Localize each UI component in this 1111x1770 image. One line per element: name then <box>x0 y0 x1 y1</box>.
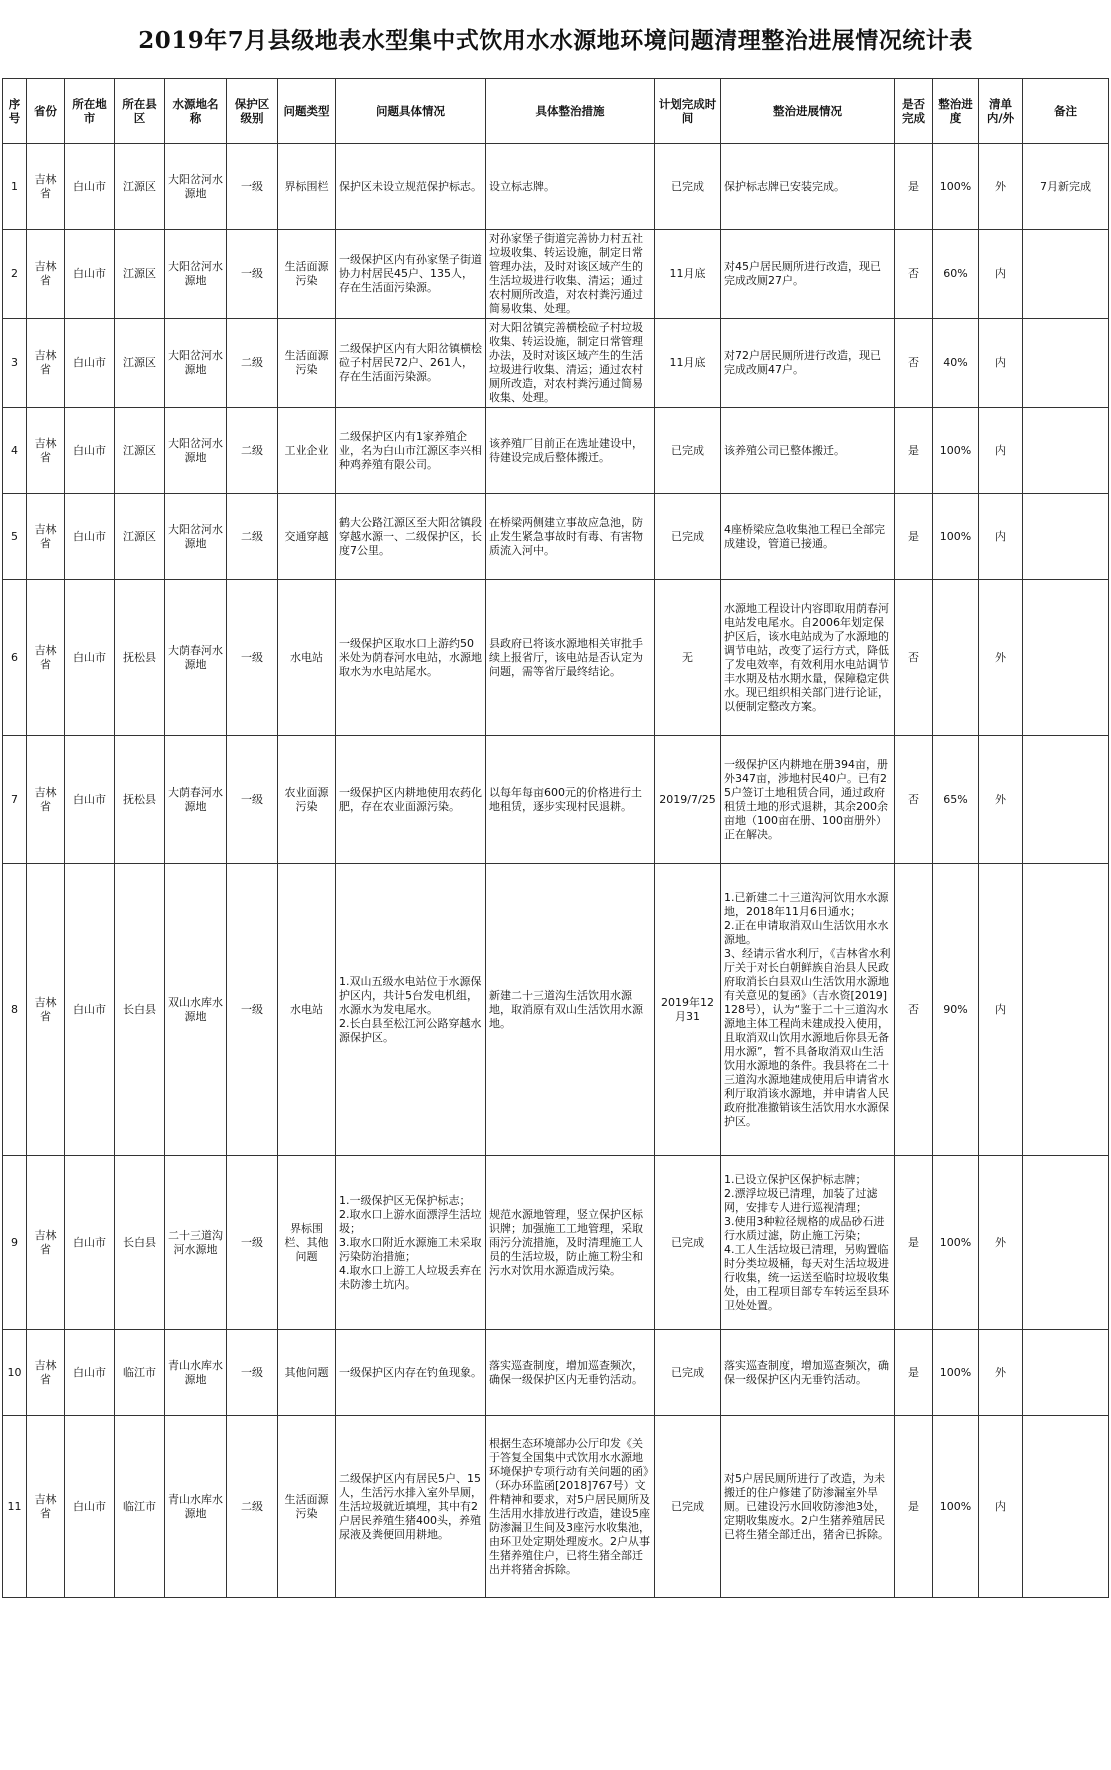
cell-rate: 100% <box>933 408 979 494</box>
table-row <box>3 864 1109 1156</box>
cell-detail: 鹤大公路江源区至大阳岔镇段穿越水源一、二级保护区，长度7公里。 <box>336 494 486 580</box>
cell-province: 吉林省 <box>27 1156 65 1330</box>
cell-detail: 一级保护区内存在钓鱼现象。 <box>336 1330 486 1416</box>
cell-province: 吉林省 <box>27 494 65 580</box>
cell-detail: 1.一级保护区无保护标志； 2.取水口上游水面漂浮生活垃圾； 3.取水口附近水源施工未采取污染防治措施； 4.取水口上游工人垃圾丢弃在未防渗土坑内。 <box>336 1156 486 1330</box>
cell-list: 内 <box>979 319 1023 408</box>
cell-province: 吉林省 <box>27 580 65 736</box>
cell-note: 7月新完成 <box>1023 144 1109 230</box>
header-detail: 问题具体情况 <box>336 79 486 144</box>
cell-level: 一级 <box>227 1156 278 1330</box>
header-done: 是否完成 <box>895 79 933 144</box>
cell-progress: 对5户居民厕所进行了改造，为未搬迁的住户修建了防渗漏室外旱厕。已建设污水回收防渗池3处，定期收集废水。2户生猪养殖居民已将生猪全部迁出，猪舍已拆除。 <box>721 1416 895 1598</box>
cell-province: 吉林省 <box>27 864 65 1156</box>
cell-done: 是 <box>895 408 933 494</box>
cell-level: 一级 <box>227 144 278 230</box>
cell-done: 是 <box>895 1330 933 1416</box>
cell-plan: 2019/7/25 <box>655 736 721 864</box>
cell-detail: 二级保护区内有大阳岔镇横桧砬子村居民72户、261人，存在生活面污染源。 <box>336 319 486 408</box>
cell-seq: 2 <box>3 230 27 319</box>
cell-city: 白山市 <box>65 864 115 1156</box>
cell-level: 二级 <box>227 408 278 494</box>
cell-list: 外 <box>979 736 1023 864</box>
cell-measure: 县政府已将该水源地相关审批手续上报省厅，该电站是否认定为问题，需等省厅最终结论。 <box>486 580 655 736</box>
cell-measure: 以每年每亩600元的价格进行土地租赁，逐步实现村民退耕。 <box>486 736 655 864</box>
cell-province: 吉林省 <box>27 736 65 864</box>
cell-note <box>1023 1330 1109 1416</box>
cell-plan: 11月底 <box>655 319 721 408</box>
cell-type: 水电站 <box>278 580 336 736</box>
cell-source: 青山水库水源地 <box>165 1416 227 1598</box>
header-county: 所在县区 <box>115 79 165 144</box>
cell-rate: 65% <box>933 736 979 864</box>
cell-county: 长白县 <box>115 1156 165 1330</box>
table-row <box>3 494 1109 580</box>
cell-source: 青山水库水源地 <box>165 1330 227 1416</box>
cell-city: 白山市 <box>65 1416 115 1598</box>
cell-level: 二级 <box>227 319 278 408</box>
cell-list: 内 <box>979 864 1023 1156</box>
header-measure: 具体整治措施 <box>486 79 655 144</box>
cell-province: 吉林省 <box>27 1416 65 1598</box>
cell-city: 白山市 <box>65 1156 115 1330</box>
cell-county: 抚松县 <box>115 580 165 736</box>
cell-seq: 1 <box>3 144 27 230</box>
cell-city: 白山市 <box>65 494 115 580</box>
table-row <box>3 230 1109 319</box>
cell-rate: 100% <box>933 1156 979 1330</box>
cell-done: 否 <box>895 736 933 864</box>
cell-rate: 100% <box>933 144 979 230</box>
cell-note <box>1023 408 1109 494</box>
cell-progress: 对72户居民厕所进行改造，现已完成改厕47户。 <box>721 319 895 408</box>
cell-progress: 落实巡查制度，增加巡查频次，确保一级保护区内无垂钓活动。 <box>721 1330 895 1416</box>
cell-detail: 保护区未设立规范保护标志。 <box>336 144 486 230</box>
table-row <box>3 580 1109 736</box>
cell-source: 大阳岔河水源地 <box>165 144 227 230</box>
cell-detail: 二级保护区内有1家养殖企业，名为白山市江源区李兴相种鸡养殖有限公司。 <box>336 408 486 494</box>
cell-city: 白山市 <box>65 408 115 494</box>
cell-done: 否 <box>895 580 933 736</box>
cell-type: 界标围栏、其他问题 <box>278 1156 336 1330</box>
cell-plan: 已完成 <box>655 1416 721 1598</box>
cell-source: 二十三道沟河水源地 <box>165 1156 227 1330</box>
cell-list: 内 <box>979 408 1023 494</box>
cell-plan: 2019年12月31 <box>655 864 721 1156</box>
cell-province: 吉林省 <box>27 319 65 408</box>
cell-plan: 无 <box>655 580 721 736</box>
cell-progress: 1.已设立保护区保护标志牌； 2.漂浮垃圾已清理，加装了过滤网，安排专人进行巡视清理； 3.使用3种粒径规格的成品砂石进行水质过滤，防止施工污染； 4.工人生活垃圾已清理，另购置临时分类垃圾桶，每天对生活垃圾进行收集，统一运送至临时垃圾收集处，由工程项目部专车转运至县环卫处处置。 <box>721 1156 895 1330</box>
cell-detail: 1.双山五级水电站位于水源保护区内，共计5台发电机组，水源水为发电尾水。 2.长白县至松江河公路穿越水源保护区。 <box>336 864 486 1156</box>
cell-measure: 根据生态环境部办公厅印发《关于答复全国集中式饮用水水源地环境保护专项行动有关问题的函》（环办环监函[2018]767号）文件精神和要求，对5户居民厕所及生活用水排放进行改造，建设5座防渗漏卫生间及3座污水收集池，由环卫处定期处理废水。2户从事生猪养殖住户，已将生猪全部迁出并将猪舍拆除。 <box>486 1416 655 1598</box>
cell-done: 是 <box>895 1156 933 1330</box>
cell-detail: 二级保护区内有居民5户、15人，生活污水排入室外旱厕，生活垃圾就近填埋，其中有2户居民养殖生猪400头，养殖尿液及粪便回用耕地。 <box>336 1416 486 1598</box>
cell-measure: 对大阳岔镇完善横桧砬子村垃圾收集、转运设施，制定日常管理办法，及时对该区域产生的生活垃圾进行收集、清运；通过农村厕所改造，对农村粪污通过简易收集、处理。 <box>486 319 655 408</box>
cell-seq: 10 <box>3 1330 27 1416</box>
cell-note <box>1023 736 1109 864</box>
cell-source: 大荫春河水源地 <box>165 736 227 864</box>
cell-type: 生活面源污染 <box>278 1416 336 1598</box>
cell-list: 外 <box>979 580 1023 736</box>
cell-list: 外 <box>979 1330 1023 1416</box>
cell-type: 农业面源污染 <box>278 736 336 864</box>
table-row <box>3 1416 1109 1598</box>
header-source: 水源地名称 <box>165 79 227 144</box>
cell-level: 二级 <box>227 494 278 580</box>
cell-type: 水电站 <box>278 864 336 1156</box>
cell-county: 长白县 <box>115 864 165 1156</box>
table-row <box>3 144 1109 230</box>
cell-progress: 4座桥梁应急收集池工程已全部完成建设，管道已接通。 <box>721 494 895 580</box>
cell-rate: 90% <box>933 864 979 1156</box>
cell-done: 是 <box>895 1416 933 1598</box>
header-plan: 计划完成时间 <box>655 79 721 144</box>
table-row <box>3 736 1109 864</box>
cell-measure: 在桥梁两侧建立事故应急池，防止发生紧急事故时有毒、有害物质流入河中。 <box>486 494 655 580</box>
cell-rate: 100% <box>933 1330 979 1416</box>
cell-rate: 100% <box>933 494 979 580</box>
cell-rate <box>933 580 979 736</box>
cell-note <box>1023 494 1109 580</box>
table-row <box>3 1156 1109 1330</box>
cell-done: 是 <box>895 144 933 230</box>
table-row <box>3 408 1109 494</box>
cell-city: 白山市 <box>65 1330 115 1416</box>
table-row <box>3 1330 1109 1416</box>
cell-level: 一级 <box>227 736 278 864</box>
cell-done: 是 <box>895 494 933 580</box>
cell-progress: 保护标志牌已安装完成。 <box>721 144 895 230</box>
header-city: 所在地市 <box>65 79 115 144</box>
cell-seq: 8 <box>3 864 27 1156</box>
cell-county: 临江市 <box>115 1330 165 1416</box>
cell-type: 生活面源污染 <box>278 319 336 408</box>
header-note: 备注 <box>1023 79 1109 144</box>
cell-province: 吉林省 <box>27 144 65 230</box>
cell-done: 否 <box>895 230 933 319</box>
header-list: 清单内/外 <box>979 79 1023 144</box>
cell-seq: 11 <box>3 1416 27 1598</box>
cell-source: 双山水库水源地 <box>165 864 227 1156</box>
table-body <box>3 144 1109 1598</box>
cell-list: 外 <box>979 1156 1023 1330</box>
cell-level: 一级 <box>227 580 278 736</box>
cell-type: 其他问题 <box>278 1330 336 1416</box>
cell-plan: 11月底 <box>655 230 721 319</box>
cell-seq: 5 <box>3 494 27 580</box>
cell-city: 白山市 <box>65 736 115 864</box>
cell-note <box>1023 1156 1109 1330</box>
cell-county: 江源区 <box>115 494 165 580</box>
cell-progress: 该养殖公司已整体搬迁。 <box>721 408 895 494</box>
cell-source: 大阳岔河水源地 <box>165 319 227 408</box>
cell-plan: 已完成 <box>655 1156 721 1330</box>
cell-progress: 一级保护区内耕地在册394亩，册外347亩，涉地村民40户。已有25户签订土地租赁合同，通过政府租赁土地的形式退耕，其余200余亩地（100亩在册、100亩册外）正在解决。 <box>721 736 895 864</box>
header-level: 保护区级别 <box>227 79 278 144</box>
cell-progress: 水源地工程设计内容即取用荫春河电站发电尾水。自2006年划定保护区后，该水电站成为了水源地的调节电站，改变了运行方式，降低了发电效率，有效利用水电站调节丰水期及枯水期水量，保障稳定供水。现已组织相关部门进行论证，以便制定整改方案。 <box>721 580 895 736</box>
cell-type: 交通穿越 <box>278 494 336 580</box>
cell-measure: 该养殖厂目前正在选址建设中，待建设完成后整体搬迁。 <box>486 408 655 494</box>
cell-province: 吉林省 <box>27 230 65 319</box>
cell-city: 白山市 <box>65 144 115 230</box>
cell-detail: 一级保护区内耕地使用农药化肥，存在农业面源污染。 <box>336 736 486 864</box>
cell-detail: 一级保护区内有孙家堡子街道协力村居民45户、135人，存在生活面污染源。 <box>336 230 486 319</box>
cell-county: 抚松县 <box>115 736 165 864</box>
cell-province: 吉林省 <box>27 408 65 494</box>
header-row <box>3 79 1109 144</box>
statistics-table <box>2 78 1109 1598</box>
cell-done: 否 <box>895 319 933 408</box>
cell-type: 界标围栏 <box>278 144 336 230</box>
cell-county: 江源区 <box>115 319 165 408</box>
cell-city: 白山市 <box>65 580 115 736</box>
cell-list: 内 <box>979 494 1023 580</box>
cell-seq: 4 <box>3 408 27 494</box>
cell-note <box>1023 230 1109 319</box>
cell-done: 否 <box>895 864 933 1156</box>
cell-plan: 已完成 <box>655 408 721 494</box>
cell-source: 大阳岔河水源地 <box>165 230 227 319</box>
header-rate: 整治进度 <box>933 79 979 144</box>
cell-level: 一级 <box>227 864 278 1156</box>
cell-plan: 已完成 <box>655 144 721 230</box>
cell-type: 工业企业 <box>278 408 336 494</box>
cell-plan: 已完成 <box>655 1330 721 1416</box>
cell-rate: 60% <box>933 230 979 319</box>
page-title: 2019年7月县级地表水型集中式饮用水水源地环境问题清理整治进展情况统计表 <box>138 27 973 54</box>
cell-note <box>1023 580 1109 736</box>
cell-measure: 设立标志牌。 <box>486 144 655 230</box>
cell-level: 二级 <box>227 1416 278 1598</box>
cell-county: 江源区 <box>115 144 165 230</box>
cell-measure: 对孙家堡子街道完善协力村五社垃圾收集、转运设施，制定日常管理办法，及时对该区域产生的生活垃圾进行收集、清运；通过农村厕所改造，对农村粪污通过简易收集、处理。 <box>486 230 655 319</box>
cell-list: 内 <box>979 230 1023 319</box>
cell-measure: 落实巡查制度，增加巡查频次，确保一级保护区内无垂钓活动。 <box>486 1330 655 1416</box>
cell-seq: 7 <box>3 736 27 864</box>
cell-city: 白山市 <box>65 230 115 319</box>
cell-level: 一级 <box>227 1330 278 1416</box>
cell-list: 内 <box>979 1416 1023 1598</box>
cell-county: 临江市 <box>115 1416 165 1598</box>
cell-note <box>1023 319 1109 408</box>
cell-seq: 3 <box>3 319 27 408</box>
cell-note <box>1023 864 1109 1156</box>
cell-county: 江源区 <box>115 230 165 319</box>
cell-detail: 一级保护区取水口上游约50米处为荫春河水电站，水源地取水为水电站尾水。 <box>336 580 486 736</box>
table-row <box>3 319 1109 408</box>
cell-note <box>1023 1416 1109 1598</box>
header-seq: 序号 <box>3 79 27 144</box>
cell-progress: 1.已新建二十三道沟河饮用水水源地，2018年11月6日通水； 2.正在申请取消双山生活饮用水水源地。 3、经请示省水利厅，《吉林省水利厅关于对长白朝鲜族自治县人民政府取消长白县双山生活饮用水源地有关意见的复函》（吉水资[2019]128号），认为“鉴于二十三道沟水源地主体工程尚未建成投入使用，且取消双山饮用水源地后你县无备用水源”，暂不具备取消双山生活饮用水源地的条件。我县将在二十三道沟水源地建成使用后申请省水利厅取消该水源地，并申请省人民政府批准撤销该生活饮用水水源保护区。 <box>721 864 895 1156</box>
header-type: 问题类型 <box>278 79 336 144</box>
header-province: 省份 <box>27 79 65 144</box>
cell-type: 生活面源污染 <box>278 230 336 319</box>
cell-rate: 100% <box>933 1416 979 1598</box>
cell-measure: 新建二十三道沟生活饮用水源地，取消原有双山生活饮用水源地。 <box>486 864 655 1156</box>
cell-measure: 规范水源地管理，竖立保护区标识牌；加强施工工地管理，采取雨污分流措施，及时清理施工人员的生活垃圾，防止施工粉尘和污水对饮用水源造成污染。 <box>486 1156 655 1330</box>
cell-seq: 6 <box>3 580 27 736</box>
cell-plan: 已完成 <box>655 494 721 580</box>
cell-source: 大阳岔河水源地 <box>165 408 227 494</box>
cell-source: 大荫春河水源地 <box>165 580 227 736</box>
cell-province: 吉林省 <box>27 1330 65 1416</box>
cell-list: 外 <box>979 144 1023 230</box>
header-progress: 整治进展情况 <box>721 79 895 144</box>
cell-level: 一级 <box>227 230 278 319</box>
cell-seq: 9 <box>3 1156 27 1330</box>
cell-county: 江源区 <box>115 408 165 494</box>
cell-city: 白山市 <box>65 319 115 408</box>
cell-source: 大阳岔河水源地 <box>165 494 227 580</box>
cell-progress: 对45户居民厕所进行改造，现已完成改厕27户。 <box>721 230 895 319</box>
cell-rate: 40% <box>933 319 979 408</box>
